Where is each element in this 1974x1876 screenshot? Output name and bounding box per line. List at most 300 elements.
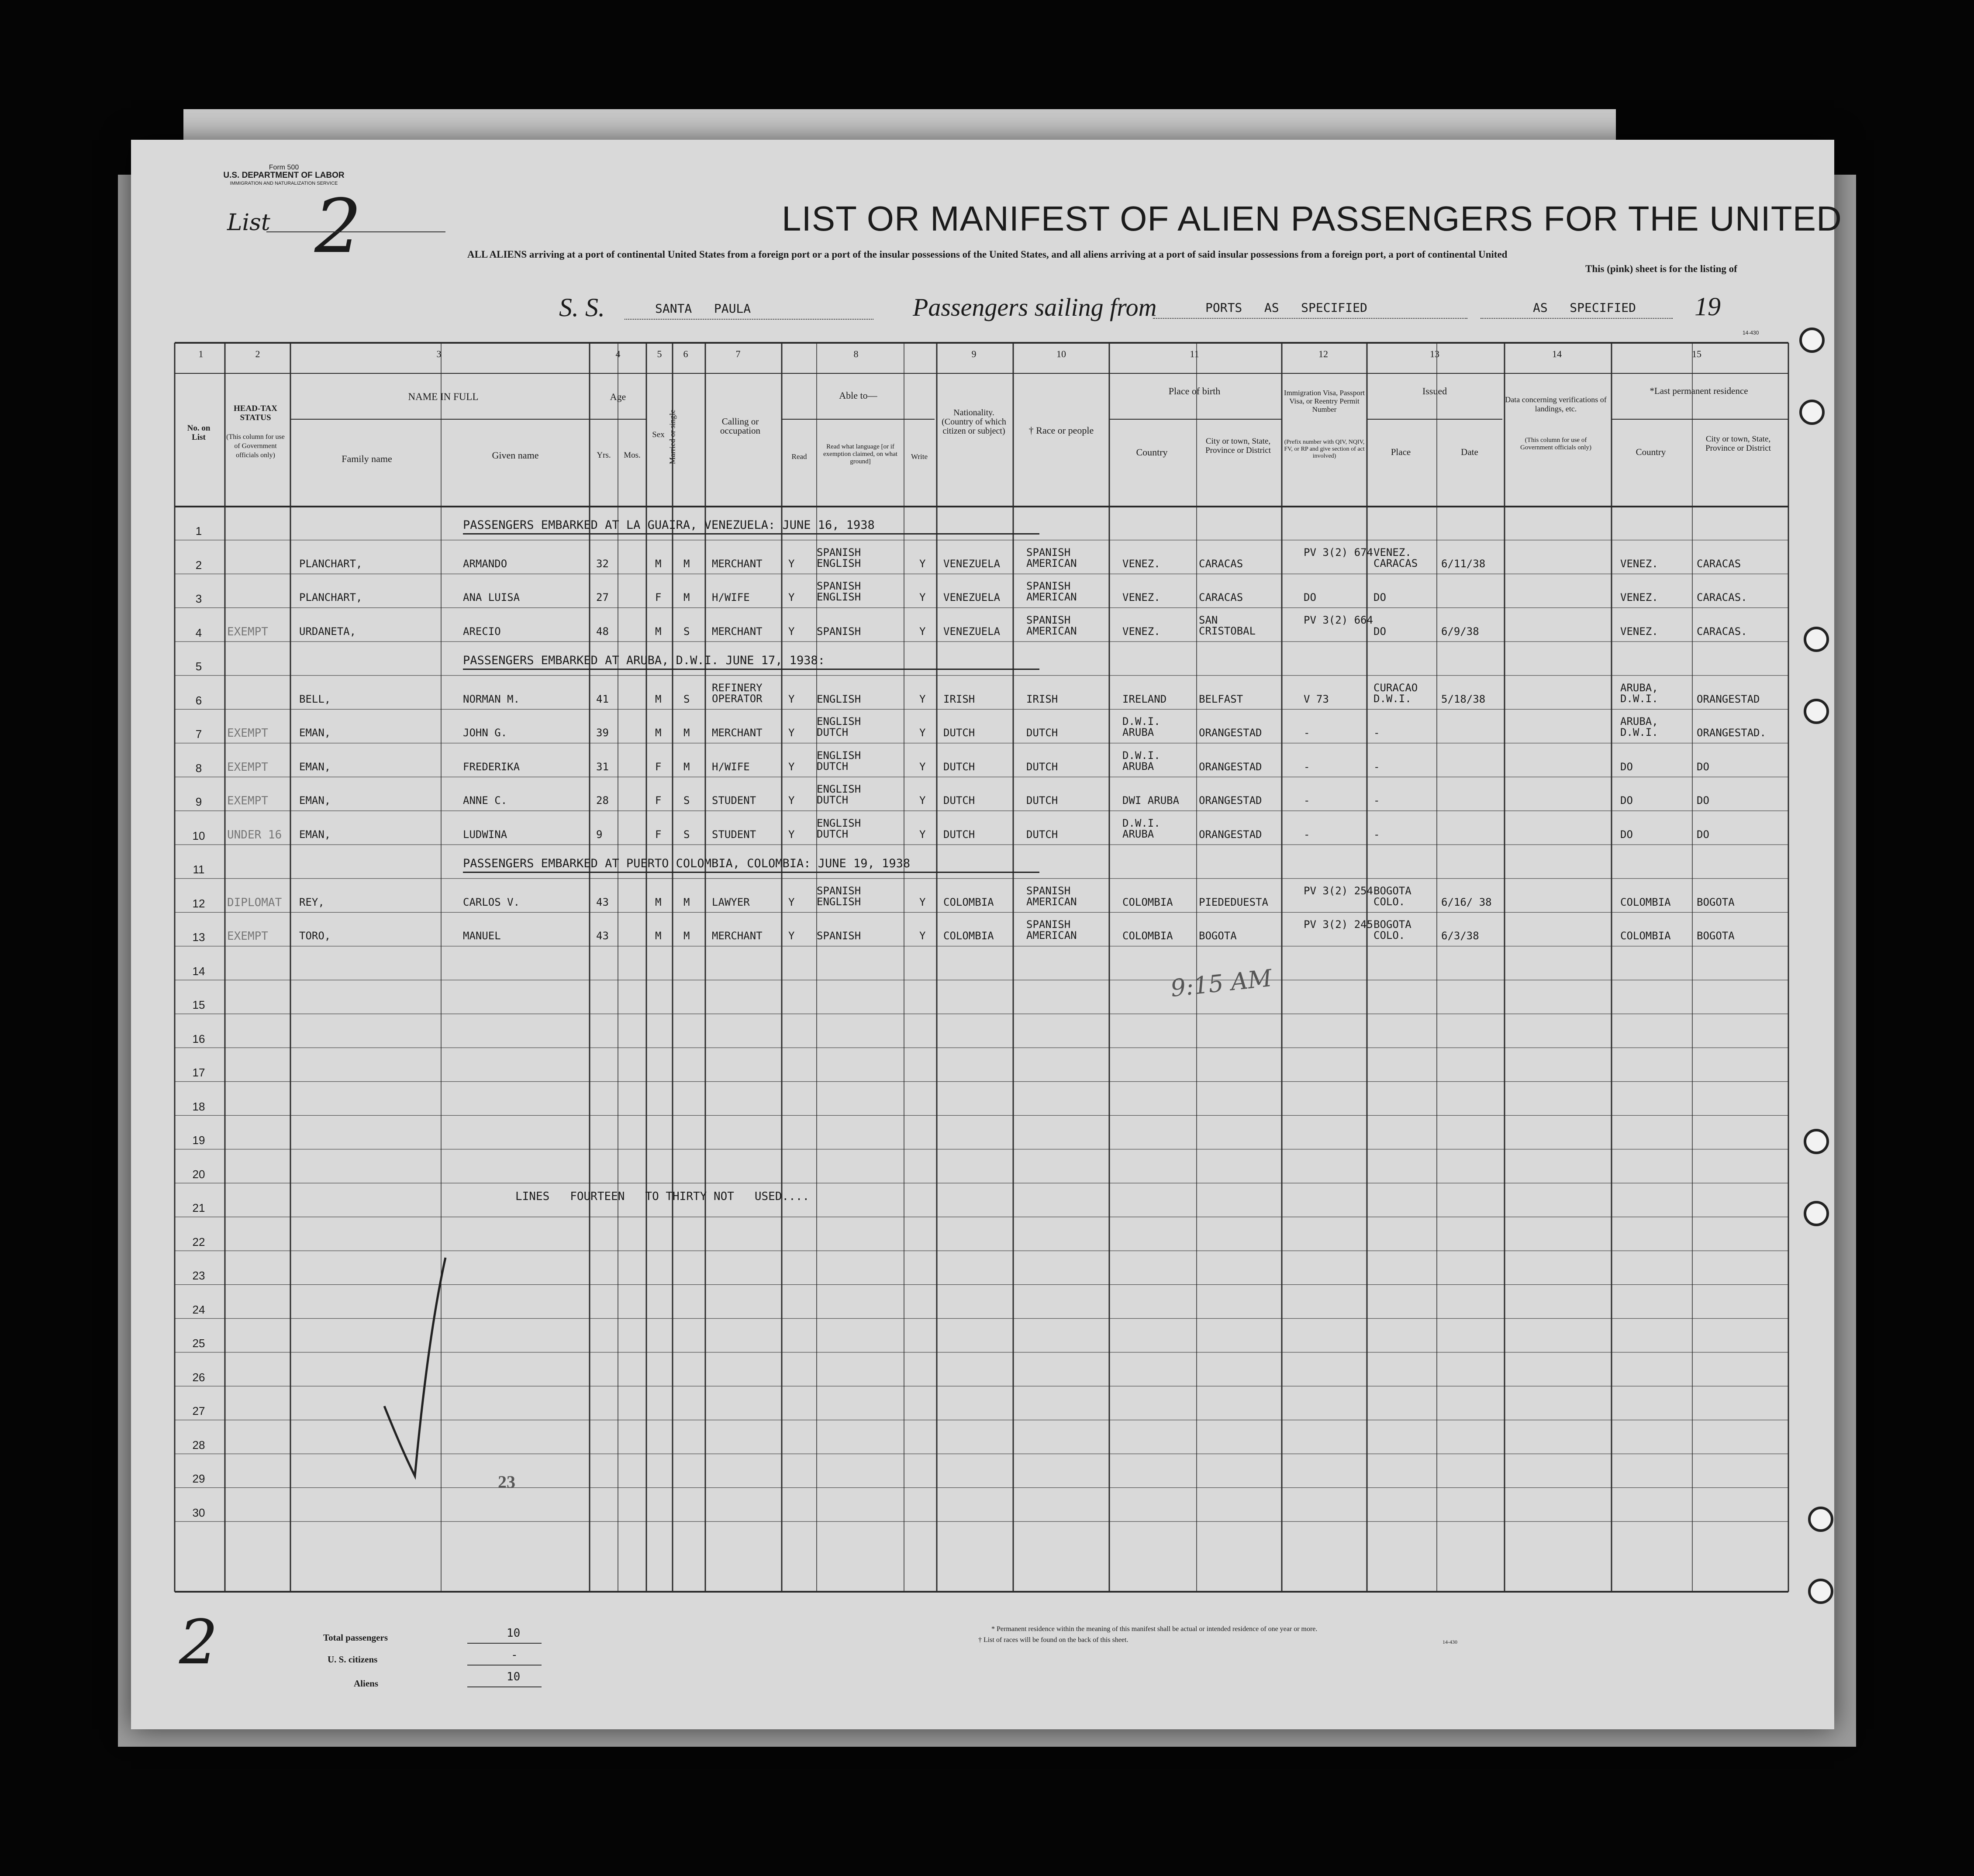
cell-date: 6/11/38: [1441, 557, 1486, 570]
margin-mark: 2: [179, 1607, 218, 1678]
cell-lang: SPANISH: [817, 930, 861, 942]
row-number: 24: [192, 1303, 205, 1316]
column-number: 15: [1692, 348, 1701, 359]
cell-place: -: [1374, 794, 1380, 807]
embarkation-banner: PASSENGERS EMBARKED AT PUERTO COLOMBIA, COLOMBIA: JUNE 19, 1938: [463, 857, 911, 870]
row-number: 8: [195, 761, 202, 775]
cell-lang: ENGLISH DUTCH: [817, 715, 861, 738]
column-number: 11: [1190, 348, 1199, 359]
cell-lr-city: ORANGESTAD.: [1697, 727, 1766, 739]
cell-nationality: IRISH: [943, 693, 975, 705]
cell-date: 6/9/38: [1441, 625, 1479, 638]
row-number: 7: [195, 728, 202, 741]
footnote-races: † List of races will be found on the back of this sheet.: [978, 1636, 1128, 1644]
cell-family: PLANCHART,: [299, 591, 362, 603]
footnote-code: 14-430: [1443, 1639, 1457, 1645]
binder-hole-icon: [1804, 627, 1829, 652]
row-number: 25: [192, 1337, 205, 1350]
cell-race: SPANISH AMERICAN: [1026, 580, 1077, 603]
column-number: 10: [1056, 348, 1066, 359]
cell-sex: M: [655, 930, 662, 942]
cell-given: JOHN G.: [463, 727, 507, 739]
cell-lang: ENGLISH DUTCH: [817, 817, 861, 840]
cell-country: VENEZ.: [1122, 557, 1160, 570]
cell-status: UNDER 16: [227, 828, 282, 841]
cell-married: S: [683, 693, 690, 705]
col-name-in-full: NAME IN FULL: [408, 391, 479, 402]
col-calling: Calling or occupation: [720, 416, 761, 436]
cell-yrs: 41: [596, 693, 609, 705]
cell-place: DO: [1374, 625, 1386, 638]
cell-married: S: [683, 828, 690, 841]
cell-given: ARMANDO: [463, 557, 507, 570]
cell-yrs: 9: [596, 828, 603, 841]
cell-sex: M: [655, 693, 662, 705]
cell-visa: -: [1304, 828, 1310, 841]
col-birth-country: Country: [1136, 447, 1168, 458]
cell-visa: PV 3(2) 664: [1304, 614, 1373, 626]
service-name: IMMIGRATION AND NATURALIZATION SERVICE: [230, 181, 338, 186]
cell-place: VENEZ. CARACAS: [1374, 546, 1418, 569]
cell-place: BOGOTA COLO.: [1374, 918, 1411, 941]
cell-lr-country: DO: [1620, 794, 1633, 807]
col-yrs: Yrs.: [597, 451, 611, 460]
col-visa: Immigration Visa, Passport Visa, or Reentry Permit Number: [1284, 389, 1365, 414]
manifest-title: LIST OR MANIFEST OF ALIEN PASSENGERS FOR THE UNITED: [782, 199, 1842, 238]
large-check-mark: [376, 1249, 454, 1485]
cell-visa: -: [1304, 727, 1310, 739]
column-number: 2: [255, 348, 260, 359]
cell-calling: H/WIFE: [712, 760, 750, 773]
cell-race: SPANISH AMERICAN: [1026, 614, 1077, 637]
cell-given: FREDERIKA: [463, 760, 520, 773]
row-number: 19: [192, 1134, 205, 1147]
cell-lr-country: COLOMBIA: [1620, 930, 1671, 942]
row-number: 29: [192, 1472, 205, 1485]
column-number: 9: [971, 348, 977, 359]
cell-nationality: DUTCH: [943, 828, 975, 841]
cell-calling: STUDENT: [712, 794, 756, 807]
cell-city: ORANGESTAD: [1199, 794, 1262, 807]
column-number: 12: [1318, 348, 1328, 359]
cell-place: -: [1374, 760, 1380, 773]
cell-lr-country: ARUBA, D.W.I.: [1620, 681, 1658, 705]
cell-lang: SPANISH ENGLISH: [817, 884, 861, 908]
col-visa-note: (Prefix number with QIV, NQIV, FV, or RP and give section of act involved): [1284, 439, 1365, 459]
cell-country: DWI ARUBA: [1122, 794, 1180, 807]
cell-calling: REFINERY OPERATOR: [712, 681, 763, 705]
footnote-residence: * Permanent residence within the meaning of this manifest shall be actual or intended residence of one year or more.: [991, 1625, 1318, 1633]
cell-married: S: [683, 625, 690, 638]
cell-place: DO: [1374, 591, 1386, 603]
row-number: 5: [195, 660, 202, 673]
cell-family: EMAN,: [299, 828, 331, 841]
cell-read: Y: [788, 591, 795, 603]
cell-write: Y: [919, 727, 926, 739]
binder-hole-icon: [1799, 328, 1825, 353]
cell-read: Y: [788, 625, 795, 638]
cell-nationality: COLOMBIA: [943, 896, 994, 908]
cell-country: COLOMBIA: [1122, 896, 1173, 908]
cell-married: M: [683, 557, 690, 570]
cell-write: Y: [919, 557, 926, 570]
cell-sex: M: [655, 557, 662, 570]
cell-status: EXEMPT: [227, 794, 268, 807]
cell-status: EXEMPT: [227, 625, 268, 638]
cell-lr-city: CARACAS.: [1697, 625, 1747, 638]
row-number: 9: [195, 795, 202, 808]
cell-read: Y: [788, 693, 795, 705]
cell-city: SAN CRISTOBAL: [1199, 614, 1256, 637]
cell-yrs: 43: [596, 930, 609, 942]
cell-nationality: DUTCH: [943, 794, 975, 807]
cell-write: Y: [919, 794, 926, 807]
page-number: 23: [498, 1472, 515, 1492]
cell-status: EXEMPT: [227, 760, 268, 774]
cell-given: MANUEL: [463, 930, 501, 942]
cell-sex: M: [655, 727, 662, 739]
cell-place: -: [1374, 727, 1380, 739]
cell-country: IRELAND: [1122, 693, 1167, 705]
row-number: 27: [192, 1404, 205, 1417]
col-mos: Mos.: [624, 451, 641, 460]
cell-lr-city: CARACAS: [1697, 557, 1741, 570]
cell-family: PLANCHART,: [299, 557, 362, 570]
cell-lr-city: DO: [1697, 828, 1709, 841]
column-number: 4: [615, 348, 621, 359]
cell-visa: PV 3(2) 674: [1304, 546, 1373, 559]
row-number: 20: [192, 1167, 205, 1181]
col-able-to: Able to—: [839, 390, 877, 401]
cell-read: Y: [788, 557, 795, 570]
cell-calling: LAWYER: [712, 896, 750, 908]
cell-family: URDANETA,: [299, 625, 356, 638]
sailing-date: AS SPECIFIED: [1533, 300, 1636, 315]
cell-city: BOGOTA: [1199, 930, 1237, 942]
cell-lr-city: BOGOTA: [1697, 930, 1735, 942]
row-number: 11: [193, 863, 205, 876]
cell-city: ORANGESTAD: [1199, 760, 1262, 773]
cell-country: VENEZ.: [1122, 591, 1160, 603]
list-number: 2: [314, 183, 362, 270]
cell-lr-city: DO: [1697, 794, 1709, 807]
cell-married: S: [683, 794, 690, 807]
cell-country: COLOMBIA: [1122, 930, 1173, 942]
row-number: 23: [192, 1269, 205, 1282]
col-lr-city: City or town, State, Province or District: [1705, 435, 1771, 453]
corner-code: 14-430: [1743, 330, 1759, 336]
binder-hole-icon: [1808, 1579, 1833, 1604]
sailing-label: Passengers sailing from: [913, 293, 1157, 321]
aliens-value: 10: [507, 1670, 521, 1683]
cell-calling: STUDENT: [712, 828, 756, 841]
cell-status: EXEMPT: [227, 930, 268, 943]
cell-given: CARLOS V.: [463, 896, 520, 908]
cell-yrs: 39: [596, 727, 609, 739]
cell-family: REY,: [299, 896, 324, 908]
cell-sex: M: [655, 896, 662, 908]
cell-status: DIPLOMAT: [227, 896, 282, 909]
cell-yrs: 32: [596, 557, 609, 570]
cell-married: M: [683, 760, 690, 773]
cell-lang: SPANISH ENGLISH: [817, 580, 861, 603]
cell-race: SPANISH AMERICAN: [1026, 918, 1077, 941]
total-passengers-label: Total passengers: [323, 1632, 388, 1643]
cell-lang: ENGLISH DUTCH: [817, 783, 861, 806]
cell-write: Y: [919, 591, 926, 603]
cell-write: Y: [919, 693, 926, 705]
cell-lr-city: CARACAS.: [1697, 591, 1747, 603]
cell-given: ANA LUISA: [463, 591, 520, 603]
cell-status: EXEMPT: [227, 727, 268, 740]
total-passengers-value: 10: [507, 1627, 521, 1640]
col-write: Write: [911, 452, 928, 461]
cell-sex: F: [655, 760, 662, 773]
instructions-line1: ALL ALIENS arriving at a port of continental United States from a foreign port or a port of the insular possessions of the United States, and all aliens arriving at a port of said insular possessions from a foreign port, a port of continental United: [467, 249, 1508, 260]
column-number: 1: [198, 348, 204, 359]
cell-lr-country: VENEZ.: [1620, 625, 1658, 638]
col-race: † Race or people: [1028, 425, 1094, 436]
col-issued-date: Date: [1461, 447, 1478, 457]
cell-place: CURACAO D.W.I.: [1374, 681, 1418, 705]
col-verification-note: (This column for use of Government officials only): [1520, 437, 1591, 451]
column-number: 3: [436, 348, 442, 359]
col-head-tax: HEAD-TAX STATUS: [234, 404, 277, 422]
cell-lang: SPANISH ENGLISH: [817, 546, 861, 569]
row-number: 15: [192, 998, 205, 1011]
cell-married: M: [683, 591, 690, 603]
col-read: Read: [791, 452, 807, 461]
col-family-name: Family name: [342, 453, 392, 464]
col-nationality: Nationality. (Country of which citizen or subject): [942, 408, 1006, 436]
cell-place: BOGOTA COLO.: [1374, 884, 1411, 908]
instructions-line2: This (pink) sheet is for the listing of: [1585, 263, 1737, 274]
cell-family: EMAN,: [299, 794, 331, 807]
totals-lines: [467, 1643, 542, 1644]
row-number: 26: [192, 1370, 205, 1384]
embarkation-banner: PASSENGERS EMBARKED AT LA GUAIRA, VENEZUELA: JUNE 16, 1938: [463, 518, 875, 532]
col-last-residence: *Last permanent residence: [1650, 386, 1748, 396]
cell-city: BELFAST: [1199, 693, 1243, 705]
cell-country: D.W.I. ARUBA: [1122, 749, 1160, 772]
list-label: List: [227, 210, 270, 236]
cell-country: D.W.I. ARUBA: [1122, 817, 1160, 840]
row-number: 6: [195, 693, 202, 707]
cell-sex: F: [655, 591, 662, 603]
cell-yrs: 31: [596, 760, 609, 773]
col-head-tax-note: (This column for use of Government officials only): [226, 433, 285, 459]
row-number: 21: [192, 1201, 205, 1214]
cell-read: Y: [788, 828, 795, 841]
form-number: Form 500: [269, 164, 299, 171]
cell-lr-city: DO: [1697, 760, 1709, 773]
column-number: 6: [683, 348, 688, 359]
cell-lang: ENGLISH: [817, 693, 861, 705]
col-birth-city: City or town, State, Province or District: [1205, 437, 1271, 455]
cell-read: Y: [788, 930, 795, 942]
inspector-time-stamp: 9:15 AM: [1169, 964, 1273, 1002]
cell-yrs: 43: [596, 896, 609, 908]
cell-visa: PV 3(2) 245: [1304, 918, 1373, 931]
cell-write: Y: [919, 930, 926, 942]
banner-underline: [463, 669, 1039, 670]
cell-city: CARACAS: [1199, 557, 1243, 570]
sailing-from: PORTS AS SPECIFIED: [1205, 300, 1367, 315]
cell-nationality: VENEZUELA: [943, 591, 1001, 603]
row-number: 13: [192, 931, 205, 944]
cell-sex: M: [655, 625, 662, 638]
banner-underline: [463, 533, 1039, 535]
year-prefix: 19: [1694, 292, 1721, 321]
cell-lr-city: BOGOTA: [1697, 896, 1735, 908]
cell-lang: SPANISH: [817, 625, 861, 638]
cell-write: Y: [919, 896, 926, 908]
cell-nationality: VENEZUELA: [943, 557, 1001, 570]
cell-race: DUTCH: [1026, 828, 1058, 841]
col-verification: Data concerning verifications of landings, etc.: [1505, 395, 1607, 413]
lines-not-used-note: LINES FOURTEEN TO THIRTY NOT USED....: [515, 1190, 810, 1203]
cell-lr-city: ORANGESTAD: [1697, 693, 1760, 705]
us-citizens-label: U. S. citizens: [328, 1654, 378, 1665]
cell-race: SPANISH AMERICAN: [1026, 884, 1077, 908]
cell-date: 6/3/38: [1441, 930, 1479, 942]
col-issued-place: Place: [1391, 447, 1411, 457]
department-name: U.S. DEPARTMENT OF LABOR: [223, 171, 345, 180]
cell-given: NORMAN M.: [463, 693, 520, 705]
cell-calling: MERCHANT: [712, 727, 763, 739]
cell-given: LUDWINA: [463, 828, 507, 841]
cell-city: ORANGESTAD: [1199, 828, 1262, 841]
totals-lines-2: [467, 1665, 542, 1666]
cell-read: Y: [788, 794, 795, 807]
cell-lr-country: VENEZ.: [1620, 557, 1658, 570]
cell-lr-country: ARUBA, D.W.I.: [1620, 715, 1658, 738]
cell-nationality: DUTCH: [943, 727, 975, 739]
column-number: 13: [1430, 348, 1439, 359]
binder-hole-icon: [1808, 1507, 1833, 1532]
cell-nationality: COLOMBIA: [943, 930, 994, 942]
cell-city: CARACAS: [1199, 591, 1243, 603]
cell-lr-country: DO: [1620, 828, 1633, 841]
cell-yrs: 48: [596, 625, 609, 638]
row-number: 4: [195, 626, 202, 639]
binder-hole-icon: [1804, 699, 1829, 724]
binder-hole-icon: [1804, 1129, 1829, 1154]
cell-write: Y: [919, 625, 926, 638]
cell-lr-country: COLOMBIA: [1620, 896, 1671, 908]
row-number: 1: [195, 524, 202, 538]
row-number: 10: [192, 829, 205, 842]
col-place-birth: Place of birth: [1168, 386, 1221, 397]
row-number: 12: [192, 897, 205, 910]
col-read-lang: Read what language [or if exemption claimed, on what ground]: [823, 443, 897, 465]
row-number: 3: [195, 592, 202, 605]
cell-yrs: 28: [596, 794, 609, 807]
row-number: 18: [192, 1100, 205, 1113]
cell-city: ORANGESTAD: [1199, 727, 1262, 739]
cell-lr-country: VENEZ.: [1620, 591, 1658, 603]
row-number: 17: [192, 1066, 205, 1079]
column-number: 5: [657, 348, 662, 359]
cell-race: DUTCH: [1026, 794, 1058, 807]
cell-read: Y: [788, 760, 795, 773]
ss-label: S. S.: [559, 293, 605, 322]
cell-date: 6/16/ 38: [1441, 896, 1492, 908]
cell-write: Y: [919, 828, 926, 841]
cell-write: Y: [919, 760, 926, 773]
cell-family: BELL,: [299, 693, 331, 705]
totals-lines-3: [467, 1686, 542, 1687]
cell-married: M: [683, 930, 690, 942]
embarkation-banner: PASSENGERS EMBARKED AT ARUBA, D.W.I. JUNE 17, 1938:: [463, 654, 825, 667]
col-lr-country: Country: [1636, 447, 1666, 457]
col-no-on-list: No. on List: [187, 424, 211, 442]
binder-hole-icon: [1804, 1201, 1829, 1226]
cell-married: M: [683, 727, 690, 739]
cell-calling: MERCHANT: [712, 557, 763, 570]
col-given-name: Given name: [492, 450, 539, 461]
cell-city: PIEDEDUESTA: [1199, 896, 1268, 908]
cell-given: ANNE C.: [463, 794, 507, 807]
cell-lang: ENGLISH DUTCH: [817, 749, 861, 772]
row-number: 2: [195, 558, 202, 572]
cell-lr-country: DO: [1620, 760, 1633, 773]
row-number: 14: [192, 964, 205, 978]
ship-name: SANTA PAULA: [655, 301, 751, 316]
us-citizens-value: -: [511, 1648, 518, 1662]
cell-nationality: DUTCH: [943, 760, 975, 773]
cell-yrs: 27: [596, 591, 609, 603]
column-number: 14: [1552, 348, 1562, 359]
cell-sex: F: [655, 828, 662, 841]
cell-nationality: VENEZUELA: [943, 625, 1001, 638]
row-number: 28: [192, 1438, 205, 1452]
col-sex: Sex: [652, 430, 665, 439]
column-number: 8: [853, 348, 859, 359]
aliens-label: Aliens: [354, 1678, 379, 1689]
binder-hole-icon: [1799, 400, 1825, 425]
cell-family: TORO,: [299, 930, 331, 942]
cell-read: Y: [788, 727, 795, 739]
col-age: Age: [610, 391, 626, 402]
cell-race: DUTCH: [1026, 760, 1058, 773]
cell-read: Y: [788, 896, 795, 908]
cell-place: -: [1374, 828, 1380, 841]
col-issued: Issued: [1422, 386, 1447, 397]
cell-race: DUTCH: [1026, 727, 1058, 739]
cell-visa: DO: [1304, 591, 1316, 603]
cell-visa: PV 3(2) 254: [1304, 884, 1373, 897]
banner-underline: [463, 872, 1039, 873]
row-number: 22: [192, 1235, 205, 1248]
cell-race: SPANISH AMERICAN: [1026, 546, 1077, 569]
cell-calling: MERCHANT: [712, 930, 763, 942]
cell-family: EMAN,: [299, 760, 331, 773]
cell-visa: -: [1304, 760, 1310, 773]
row-number: 16: [192, 1032, 205, 1045]
column-number: 7: [735, 348, 741, 359]
row-number: 30: [192, 1506, 205, 1519]
cell-country: D.W.I. ARUBA: [1122, 715, 1160, 738]
cell-sex: F: [655, 794, 662, 807]
cell-calling: MERCHANT: [712, 625, 763, 638]
col-married: Married or single: [668, 410, 677, 464]
cell-given: ARECIO: [463, 625, 501, 638]
cell-country: VENEZ.: [1122, 625, 1160, 638]
cell-race: IRISH: [1026, 693, 1058, 705]
cell-married: M: [683, 896, 690, 908]
cell-family: EMAN,: [299, 727, 331, 739]
